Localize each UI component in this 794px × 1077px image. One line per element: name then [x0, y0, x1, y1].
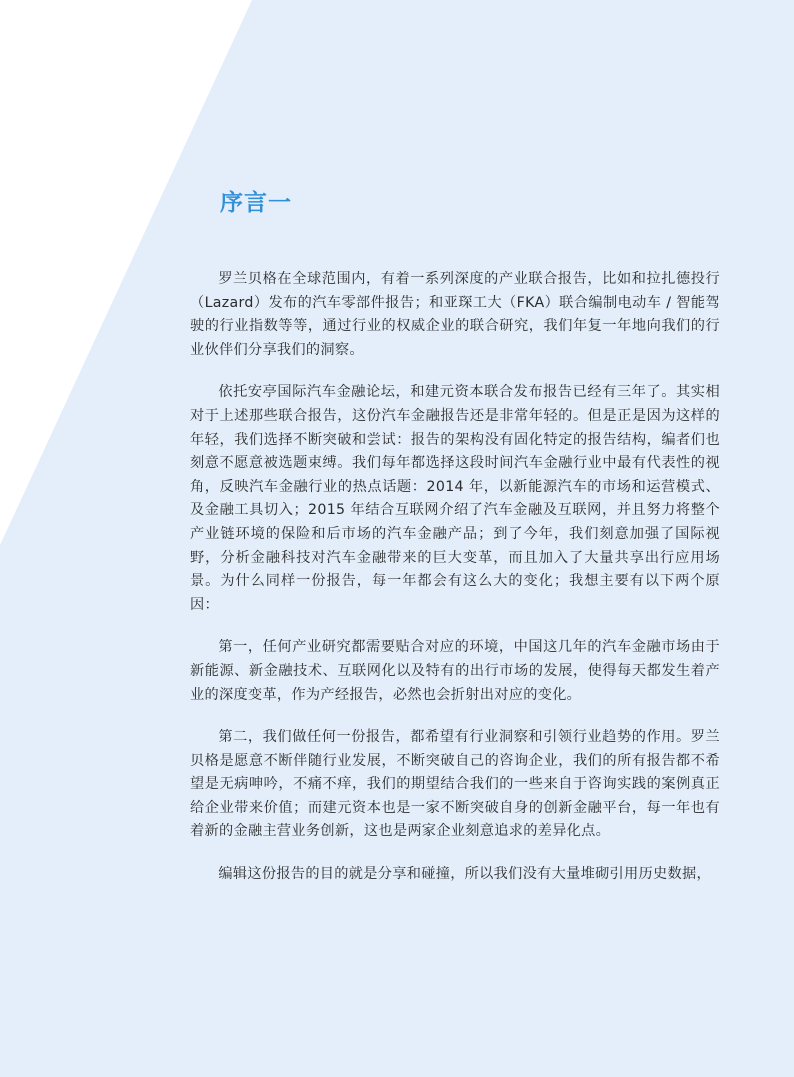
- paragraph-2: 依托安亭国际汽车金融论坛，和建元资本联合发布报告已经有三年了。其实相对于上述那些联合报告，这份汽车金融报告还是非常年轻的。但是正是因为这样的年轻，我们选择不断突破和尝试：报告的架构没有固化特定的报告结构，编者们也刻意不愿意被选题束缚。我们每年都选择这段时间汽车金融行业中最有代表性的视角，反映汽车金融行业的热点话题：2014 年，以新能源汽车的市场和运营模式、及金融工具切入；2015 年结合互联网介绍了汽车金融及互联网，并且努力将整个产业链环境的保险和后市场的汽车金融产品；到了今年，我们刻意加强了国际视野，分析金融科技对汽车金融带来的巨大变革，而且加入了大量共享出行应用场景。为什么同样一份报告，每一年都会有这么大的变化；我想主要有以下两个原因：: [190, 384, 720, 613]
- page-title: 序言一: [220, 190, 292, 216]
- paragraph-1: 罗兰贝格在全球范围内，有着一系列深度的产业联合报告，比如和拉扎德投行（Lazard）发布的汽车零部件报告；和亚琛工大（FKA）联合编制电动车 / 智能驾驶的行业指数等等，通过行业的权威企业的联合研究，我们年复一年地向我们的行业伙伴们分享我们的洞察。: [190, 271, 720, 358]
- paragraph-3: 第一，任何产业研究都需要贴合对应的环境，中国这几年的汽车金融市场由于新能源、新金融技术、互联网化以及特有的出行市场的发展，使得每天都发生着产业的深度变革，作为产经报告，必然也会折射出对应的变化。: [190, 639, 720, 703]
- paragraph-4: 第二，我们做任何一份报告，都希望有行业洞察和引领行业趋势的作用。罗兰贝格是愿意不断伴随行业发展，不断突破自己的咨询企业，我们的所有报告都不希望是无病呻吟，不痛不痒，我们的期望结合我们的一些来自于咨询实践的案例真正给企业带来价值；而建元资本也是一家不断突破自身的创新金融平台，每一年也有着新的金融主营业务创新，这也是两家企业刻意追求的差异化点。: [190, 729, 720, 840]
- document-body: [190, 268, 720, 906]
- paragraph-5: 编辑这份报告的目的就是分享和碰撞，所以我们没有大量堆砌引用历史数据，: [218, 866, 711, 883]
